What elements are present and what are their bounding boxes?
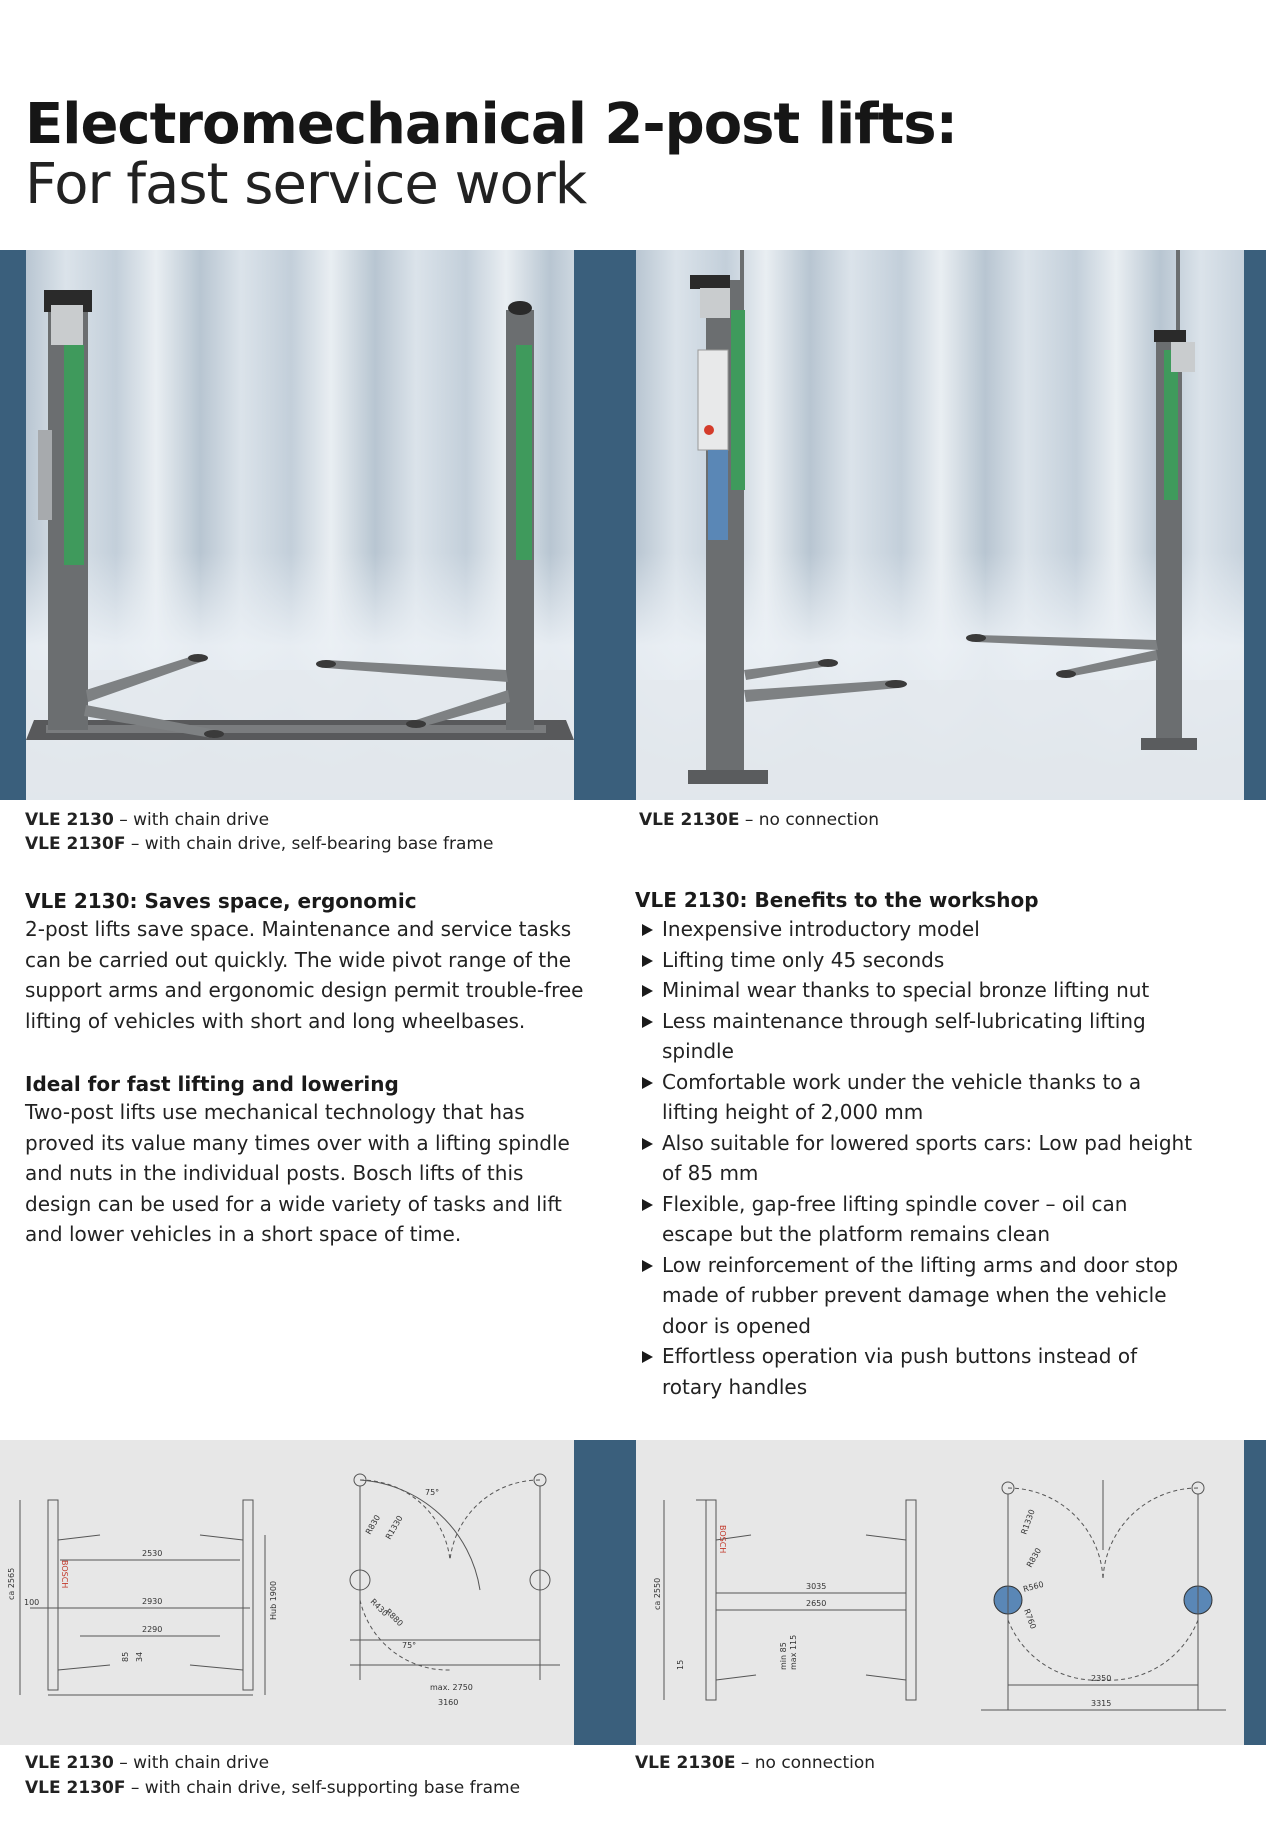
bosch-logo: BOSCH (718, 1525, 727, 1554)
dim-min-85: min 85 (779, 1642, 788, 1670)
list-item: Comfortable work under the vehicle thanks to a lifting height of 2,000 mm (640, 1067, 1200, 1128)
photo-vle-2130 (26, 250, 574, 800)
dim-2350: 2350 (1091, 1674, 1112, 1683)
bosch-logo: BOSCH (60, 1560, 69, 1589)
caption-model: VLE 2130 (25, 810, 114, 830)
drawing-caption-vle-2130e (635, 1751, 875, 1775)
benefits-list (640, 914, 1200, 1402)
dim-ca-2565: ca 2565 (7, 1567, 16, 1600)
list-item: Effortless operation via push buttons instead of rotary handles (640, 1341, 1200, 1402)
caption-vle-2130f (25, 832, 493, 856)
caption-text: – with chain drive, self-supporting base frame (125, 1778, 521, 1798)
radius-r1330: R1330 (1019, 1508, 1037, 1536)
technical-drawing-vle-2130 (0, 1440, 574, 1745)
section-heading-saves-space: VLE 2130: Saves space, ergonomic (25, 889, 417, 913)
dim-34: 34 (135, 1651, 144, 1662)
drawing-caption-vle-2130 (25, 1751, 269, 1775)
dim-max-2750: max. 2750 (430, 1683, 473, 1692)
dim-hub-1900: Hub 1900 (269, 1580, 278, 1620)
caption-vle-2130 (25, 808, 269, 832)
angle-75-bottom: 75° (402, 1641, 417, 1650)
list-item: Inexpensive introductory model (640, 914, 1200, 945)
section-heading-benefits: VLE 2130: Benefits to the workshop (635, 888, 1039, 912)
page-title: Electromechanical 2-post lifts: (25, 92, 958, 157)
angle-75-top: 75° (425, 1488, 440, 1497)
photo-vle-2130e (636, 250, 1244, 800)
caption-model: VLE 2130F (25, 1778, 126, 1798)
dim-3035: 3035 (806, 1582, 827, 1591)
section-text-saves-space: 2-post lifts save space. Maintenance and service tasks can be carried out quickly. The wide pivot range of the support arms and ergonomic design permit trouble-free lifting of vehicles with short and long wheelbases. (25, 917, 584, 1033)
dim-100: 100 (24, 1598, 40, 1607)
dim-3160: 3160 (438, 1698, 459, 1707)
dim-3315: 3315 (1091, 1699, 1112, 1708)
list-item: Low reinforcement of the lifting arms and door stop made of rubber prevent damage when the vehicle door is opened (640, 1250, 1200, 1342)
dim-ca-2550: ca 2550 (653, 1577, 662, 1610)
radius-r830: R830 (363, 1513, 383, 1536)
caption-text: – no connection (735, 1753, 876, 1773)
section-heading-fast-lifting: Ideal for fast lifting and lowering (25, 1072, 399, 1096)
dim-max-115: max 115 (789, 1634, 798, 1670)
list-item: Lifting time only 45 seconds (640, 945, 1200, 976)
radius-r430: R430 (368, 1597, 390, 1619)
radius-r760: R760 (1022, 1607, 1038, 1631)
caption-vle-2130e (639, 808, 879, 832)
list-item: Flexible, gap-free lifting spindle cover – oil can escape but the platform remains clean (640, 1189, 1200, 1250)
radius-r560: R560 (1022, 1579, 1045, 1594)
caption-model: VLE 2130F (25, 834, 126, 854)
caption-text: – with chain drive (113, 810, 270, 830)
radius-r1330: R1330 (383, 1514, 405, 1541)
drawing-caption-vle-2130f (25, 1776, 520, 1800)
technical-drawing-vle-2130e (636, 1440, 1244, 1745)
list-item: Less maintenance through self-lubricating lifting spindle (640, 1006, 1200, 1067)
dim-15: 15 (676, 1659, 685, 1670)
dim-2650: 2650 (806, 1599, 827, 1608)
dim-2290: 2290 (142, 1625, 163, 1634)
caption-model: VLE 2130 (25, 1753, 114, 1773)
caption-text: – no connection (739, 810, 880, 830)
radius-r830: R830 (1024, 1546, 1044, 1569)
dim-85: 85 (121, 1651, 130, 1662)
caption-text: – with chain drive, self-bearing base frame (125, 834, 494, 854)
list-item: Also suitable for lowered sports cars: Low pad height of 85 mm (640, 1128, 1200, 1189)
section-text-fast-lifting: Two-post lifts use mechanical technology that has proved its value many times over with a lifting spindle and nuts in the individual posts. Bosch lifts of this design can be used for a wide variety of tasks and lift and lower vehicles in a short space of time. (25, 1100, 570, 1246)
dim-2930: 2930 (142, 1597, 163, 1606)
list-item: Minimal wear thanks to special bronze lifting nut (640, 975, 1200, 1006)
page-subtitle: For fast service work (25, 152, 587, 217)
dim-2530: 2530 (142, 1549, 163, 1558)
caption-model: VLE 2130E (639, 810, 740, 830)
caption-text: – with chain drive (113, 1753, 270, 1773)
caption-model: VLE 2130E (635, 1753, 736, 1773)
radius-r880: R880 (383, 1607, 405, 1629)
